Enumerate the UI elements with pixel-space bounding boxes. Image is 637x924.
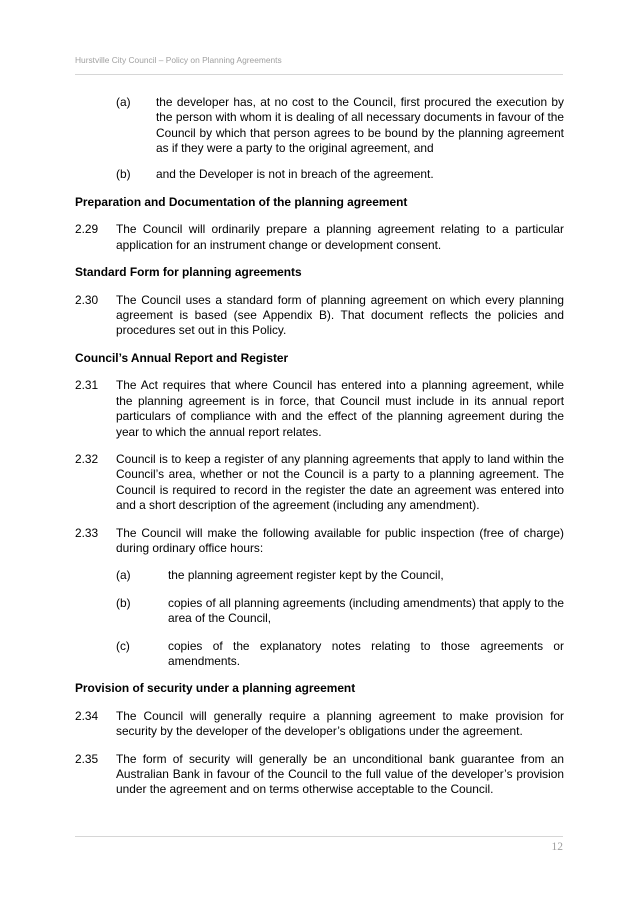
item-text: copies of the explanatory notes relating to those agreements or amendments. [168,638,564,668]
clause-number: 2.33 [75,525,99,540]
clause-number: 2.30 [75,292,99,307]
clause-text: The Council will make the following available for public inspection (free of charge) during ordinary office hours: [116,525,564,555]
clause-text: The Council will ordinarily prepare a planning agreement relating to a particular application for an instrument change or development consent. [116,222,564,252]
clause-number: 2.35 [75,751,99,766]
item-text: copies of all planning agreements (including amendments) that apply to the area of the Council, [168,595,564,626]
list-item [116,596,564,627]
clause [75,452,564,514]
list-item [116,95,564,157]
item-label: (c) [116,638,130,653]
clause [75,752,564,798]
clause [75,222,564,253]
list-item [116,639,564,670]
clause-text: Council is to keep a register of any planning agreements that apply to land within the Council’s area, whether or not the Council is a party to a planning agreement. The Council is required to record in the register the date an agreement was entered into and a short description of the agreement (including any amendment). [116,451,564,513]
clause [75,293,564,339]
clause [75,709,564,740]
clause-text: The form of security will generally be an unconditional bank guarantee from an Australian Bank in favour of the Council to the full value of the developer’s provision under the agreement and on terms otherwise acceptable to the Council. [116,751,564,797]
item-text: the developer has, at no cost to the Council, first procured the execution by the person with whom it is dealing of all necessary documents in favour of the Council by which that person agrees to be bound by the planning agreement as if they were a party to the original agreement, and [156,95,564,156]
page-number: 12 [551,841,563,853]
clause [75,526,564,557]
running-header: Hurstville City Council – Policy on Planning Agreements [75,55,563,75]
clause-number: 2.34 [75,708,99,723]
item-label: (a) [116,95,131,109]
item-label: (b) [116,595,131,610]
clause [75,378,564,440]
clause-text: The Council will generally require a planning agreement to make provision for security by the developer of the developer’s obligations under the agreement. [116,708,564,739]
clause-number: 2.29 [75,222,99,237]
list-item [116,568,564,583]
page-body [75,95,564,798]
section-heading: Preparation and Documentation of the planning agreement [75,195,408,210]
item-label: (a) [116,568,131,583]
clause-text: The Act requires that where Council has entered into a planning agreement, while the planning agreement is in force, that Council must include in its annual report particulars of compliance with and the effect of the planning agreement during the year to which the annual report relates. [116,378,564,439]
item-text: and the Developer is not in breach of the agreement. [156,166,434,181]
footer-divider [75,836,563,837]
clause-number: 2.31 [75,378,99,393]
section-heading: Standard Form for planning agreements [75,265,302,280]
clause-text: The Council uses a standard form of planning agreement on which every planning agreement is based (see Appendix B). That document reflects the policies and procedures set out in this Policy. [116,292,564,338]
clause-number: 2.32 [75,451,99,466]
item-text: the planning agreement register kept by the Council, [168,568,444,583]
section-heading: Council’s Annual Report and Register [75,350,289,365]
item-label: (b) [116,166,131,181]
section-heading: Provision of security under a planning agreement [75,681,356,696]
list-item [116,167,564,182]
